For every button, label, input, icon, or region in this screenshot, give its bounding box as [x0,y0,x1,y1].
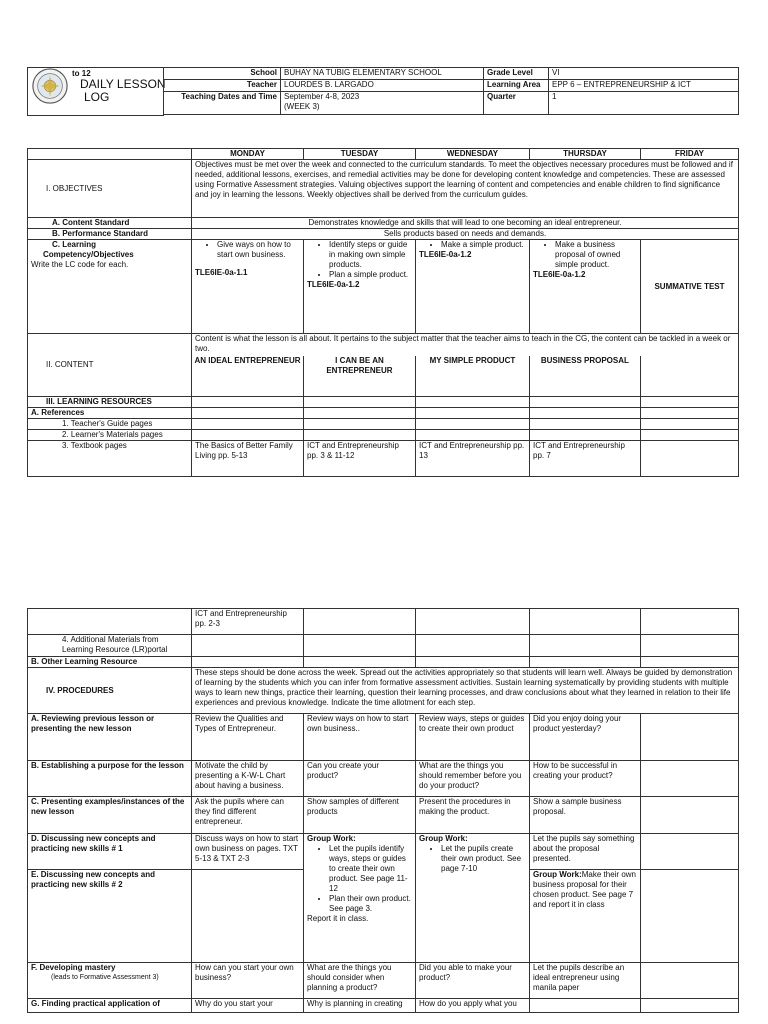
learners-materials-label: 2. Learner's Materials pages [28,430,192,441]
performance-standard-text: Sells products based on needs and demands. [192,229,739,240]
area-value: EPP 6 – ENTREPRENEURSHIP & ICT [549,80,739,92]
textbook-label: 3. Textbook pages [28,441,192,477]
lesson-table-2 [27,608,739,1013]
proc-a-monday: Review the Qualities and Types of Entrepreneur. [192,714,304,761]
content-tuesday: I CAN BE AN ENTREPRENEUR [304,356,416,396]
proc-d-thursday: Let the pupils say something about the proposal presented. [530,834,641,870]
content-label: II. CONTENT [28,334,192,397]
competency-wednesday: • Make a simple product. TLE6IE-0a-1.2 [416,240,530,334]
textbook-tuesday: ICT and Entrepreneurship pp. 3 & 11-12 [304,441,416,477]
area-label: Learning Area [484,80,549,92]
proc-a-thursday: Did you enjoy doing your product yesterday? [530,714,641,761]
teacher-label: Teacher [164,80,281,92]
proc-f-tuesday: What are the things you should consider when planning a product? [304,963,416,999]
proc-f-label: F. Developing mastery (leads to Formative Assessment 3) [28,963,192,999]
proc-e-label: E. Discussing new concepts and practicing new skills # 2 [28,870,192,963]
header-info-table [163,67,739,115]
proc-e-thursday: Group Work:Make their own business proposal for their chosen product. See page 7 and report it in class [530,870,641,963]
content-thursday: BUSINESS PROPOSAL [530,356,641,396]
competency-tuesday: • Identify steps or guide in making own simple products. • Plan a simple product. TLE6IE-0a-1.2 [304,240,416,334]
proc-a-label: A. Reviewing previous lesson or presenting the new lesson [28,714,192,761]
proc-c-monday: Ask the pupils where can they find different entrepreneur. [192,797,304,834]
proc-de-wednesday: Group Work: • Let the pupils create their own product. See page 7-10 [416,834,530,963]
header-title-block [72,69,166,104]
textbook-wednesday: ICT and Entrepreneurship pp. 13 [416,441,530,477]
additional-materials-label: 4. Additional Materials from Learning Resource (LR)portal [28,635,192,657]
quarter-label: Quarter [484,92,549,115]
dates-value: September 4-8, 2023 (WEEK 3) [281,92,484,115]
content-standard-label: A. Content Standard [28,218,192,229]
references-label: A. References [28,408,192,419]
proc-g-tuesday: Why is planning in creating [304,999,416,1013]
proc-c-thursday: Show a sample business proposal. [530,797,641,834]
proc-f-wednesday: Did you able to make your product? [416,963,530,999]
proc-b-thursday: How to be successful in creating your product? [530,761,641,797]
deped-seal-icon [31,67,69,105]
proc-b-label: B. Establishing a purpose for the lesson [28,761,192,797]
proc-f-monday: How can you start your own business? [192,963,304,999]
procedures-text: These steps should be done across the week. Spread out the activities appropriately so that students will learn well. Always be guided by demonstration of learning by the students which you can infer from formative assessment activities. Sustain learning systematically by providing students with multiple ways to learn new things, practice their learning, question their learning processes, and draw conclusions about what they learned in relation to their life experiences and previous knowledge. Indicate the time allotment for each step. [192,668,739,714]
title-line-1: DAILY LESSON [80,77,166,91]
teachers-guide-label: 1. Teacher's Guide pages [28,419,192,430]
day-tuesday: TUESDAY [304,149,416,160]
proc-g-wednesday: How do you apply what you [416,999,530,1013]
objectives-text: Objectives must be met over the week and connected to the curriculum standards. To meet the objectives necessary procedures must be followed and if needed, additional lessons, exercises, and remedial activities may be done for developing content knowledge and competencies. These are assessed using Formative Assessment strategies. Valuing objectives support the learning of content and competencies and enable children to find significance and joy in learning the lessons. Weekly objectives shall be derived from the curriculum guides. [192,160,739,218]
proc-d-monday: Discuss ways on how to start own business on pages. TXT 5-13 & TXT 2-3 [192,834,304,870]
proc-c-tuesday: Show samples of different products [304,797,416,834]
competency-friday: SUMMATIVE TEST [641,240,739,334]
proc-g-label: G. Finding practical application of [28,999,192,1013]
proc-g-monday: Why do you start your [192,999,304,1013]
content-wednesday: MY SIMPLE PRODUCT [416,356,530,396]
proc-b-tuesday: Can you create your product? [304,761,416,797]
other-resource-label: B. Other Learning Resource [28,657,192,668]
school-value: BUHAY NA TUBIG ELEMENTARY SCHOOL [281,68,484,80]
competency-thursday: • Make a business proposal of owned simple product. TLE6IE-0a-1.2 [530,240,641,334]
day-wednesday: WEDNESDAY [416,149,530,160]
proc-a-wednesday: Review ways, steps or guides to create their own product [416,714,530,761]
competency-label: C. Learning Competency/Objectives Write the LC code for each. [28,240,192,334]
grade-label: Grade Level [484,68,549,80]
title-line-2: LOG [84,90,110,104]
k12-label: to 12 [72,69,91,78]
content-section: Content is what the lesson is all about. It pertains to the subject matter that the teacher aims to teach in the CG, the content can be tackled in a week or two. AN IDEAL ENTREPRENEUR I CAN BE AN ENTREPRENEUR MY SIMPLE PRODUCT BUSINESS PROPOSAL [192,334,739,397]
resources-label: III. LEARNING RESOURCES [28,397,192,408]
teacher-value: LOURDES B. LARGADO [281,80,484,92]
proc-b-monday: Motivate the child by presenting a K-W-L Chart about having a business. [192,761,304,797]
content-monday: AN IDEAL ENTREPRENEUR [192,356,304,396]
dates-label: Teaching Dates and Time [164,92,281,115]
day-thursday: THURSDAY [530,149,641,160]
proc-f-thursday: Let the pupils describe an ideal entrepreneur using manila paper [530,963,641,999]
objectives-label: I. OBJECTIVES [28,160,192,218]
textbook-monday: The Basics of Better Family Living pp. 5-13 [192,441,304,477]
day-friday: FRIDAY [641,149,739,160]
content-standard-text: Demonstrates knowledge and skills that will lead to one becoming an ideal entrepreneur. [192,218,739,229]
lesson-table-1 [27,148,739,477]
school-label: School [164,68,281,80]
day-monday: MONDAY [192,149,304,160]
quarter-value: 1 [549,92,739,115]
procedures-label: IV. PROCEDURES [28,668,192,714]
proc-d-label: D. Discussing new concepts and practicing new skills # 1 [28,834,192,870]
performance-standard-label: B. Performance Standard [28,229,192,240]
proc-c-label: C. Presenting examples/instances of the new lesson [28,797,192,834]
grade-value: VI [549,68,739,80]
proc-a-tuesday: Review ways on how to start own business.. [304,714,416,761]
proc-de-tuesday: Group Work: • Let the pupils identify ways, steps or guides to create their own product. See page 11-12 • Plan their own product. See page 3. Report it in class. [304,834,416,963]
proc-c-wednesday: Present the procedures in making the product. [416,797,530,834]
competency-monday: • Give ways on how to start own business. TLE6IE-0a-1.1 [192,240,304,334]
textbook-cont-monday: ICT and Entrepreneurship pp. 2-3 [192,609,304,635]
proc-b-wednesday: What are the things you should remember before you do your product? [416,761,530,797]
textbook-thursday: ICT and Entrepreneurship pp. 7 [530,441,641,477]
